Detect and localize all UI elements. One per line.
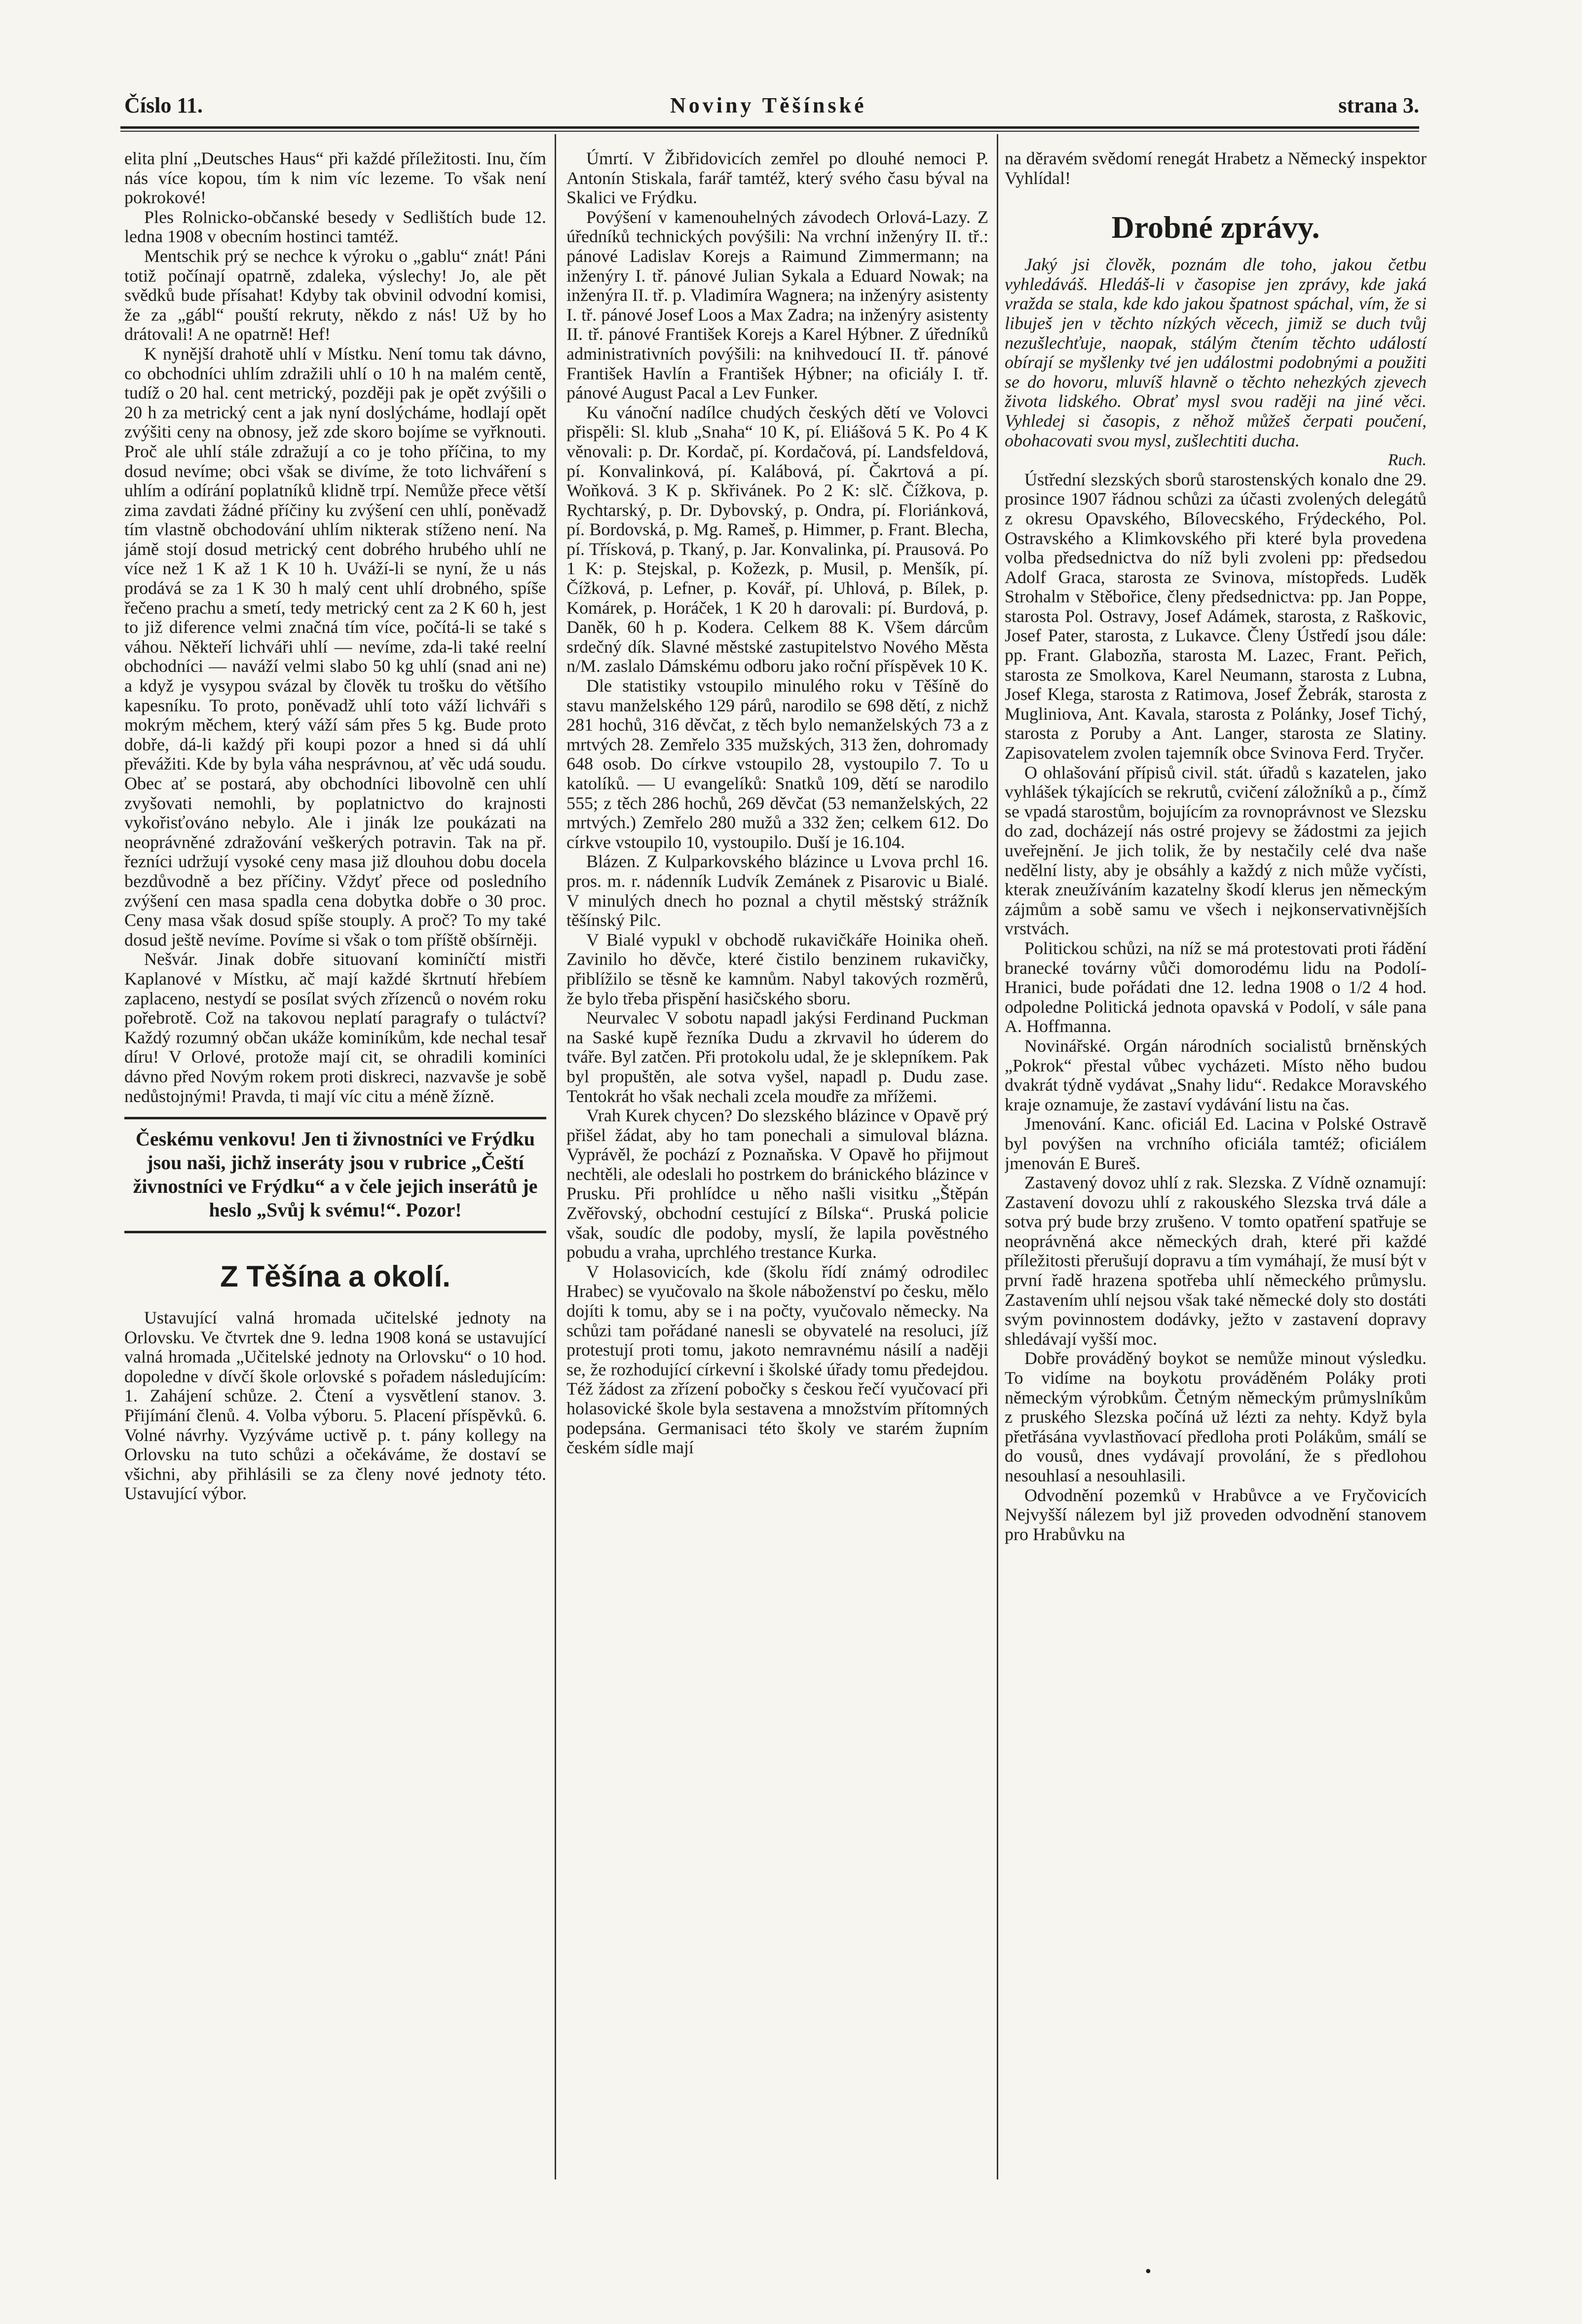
article-paragraph: Dobře prováděný boykot se nemůže minout výsledku. To vidíme na boykotu prováděném Poláky proti německým výrobkům. Četným německým průmyslníkům z pruského Slezska počíná už lézti za nehty. Když byla přetřásána vyvlastňovací předloha proti Polákům, smálí se do vousů, dnes vydávají provolání, že s předlohou nesouhlasí a nesouhlasili.	[1005, 1348, 1427, 1485]
article-paragraph: Ústřední slezských sborů starostenských konalo dne 29. prosince 1907 řádnou schůzi za účasti zvolených delegátů z okresu Opavského, Bílovecského, Frýdeckého, Pol. Ostravského a Klimkovského při které byla provedena volba předsednictva do níž byli zvoleni pp: předsedou Adolf Graca, starosta ze Svinova, místopředs. Luděk Strohalm v Stěbořice, členy předsednictva: pp. Jan Poppe, starosta Pol. Ostravy, Josef Adámek, starosta, z Raškovic, Josef Pater, starosta, z Lukavce. Členy Ústředí jsou dále: pp. Frant. Glabozňa, starosta M. Lazec, Frant. Peřich, starosta ze Smolkova, Karel Neumann, starosta z Lubna, Josef Klega, starosta z Ratimova, Josef Žebrák, starosta z Mugliniova, Ant. Kavala, starosta z Polánky, Josef Tichý, starosta z Poruby a Ant. Langer, starosta ze Slatiny. Zapisovatelem zvolen tajemník obce Svinova Ferd. Tryčer.	[1005, 469, 1427, 763]
article-paragraph: elita plní „Deutsches Haus“ při každé příležitosti. Inu, čím nás více kopou, tím k nim víc lezeme. To však není pokrokové!	[124, 149, 546, 208]
column-divider	[997, 134, 998, 2179]
page-number: strana 3.	[1338, 93, 1419, 117]
article-paragraph: V Holasovicích, kde (školu řídí známý odrodilec Hrabec) se vyučovalo na škole náboženství po česku, mělo dojíti k tomu, aby se i na počty, vyučovalo německy. Na schůzi tam pořádané nanesli se obyvatelé na resoluci, jíž protestují proti tomu, jakoto nemravnému násilí a naději se, že rozhodující církevní i školské úřady tomu předejdou. Též žádost za zřízení pobočky s českou řečí vyučovací při holasovické škole byla sestavena a množstvím přítomných podepsána. Germanisaci této školy ve starém župním českém sídle mají	[566, 1261, 988, 1458]
article-paragraph: Novinářské. Orgán národních socialistů brněnských „Pokrok“ přestal vůbec vycházeti. Místo něho budou dvakrát týdně vydávat „Snahy lidu“. Redakce Moravského kraje oznamuje, že zastaví vydávání listu na čas.	[1005, 1035, 1427, 1114]
article-paragraph: V Bialé vypukl v obchodě rukavičkáře Hoinika oheň. Zavinilo ho děvče, které čistilo benzinem rukavičky, přiblížilo se těsně ke kamnům. Nabyl takových rozměrů, že bylo třeba přispění hasičského sboru.	[566, 929, 988, 1008]
article-paragraph: Mentschik prý se nechce k výroku o „gablu“ znát! Páni totiž počínají opatrně, zdaleka, výslechy! Jo, ale pět svědků bude přísahat! Kdyby tak obvinil odvodní komisi, že za „gábl“ pouští rekruty, někdo z nás! Už by ho drátovali! A ne opatrně! Hef!	[124, 246, 546, 344]
article-paragraph: Jmenování. Kanc. oficiál Ed. Lacina v Polské Ostravě byl povýšen na vrchního oficiála tamtéž; oficiálem jmenován E Bureš.	[1005, 1114, 1427, 1173]
column-right	[1005, 149, 1427, 2181]
article-paragraph: Ustavující valná hromada učitelské jednoty na Orlovsku. Ve čtvrtek dne 9. ledna 1908 koná se ustavující valná hromada „Učitelské jednoty na Orlovsku“ o 10 hod. dopoledne v dívčí škole orlovské s pořadem následujícím: 1. Zahájení schůze. 2. Čtení a vysvětlení stanov. 3. Přijímání členů. 4. Volba výboru. 5. Placení příspěvků. 6. Volné návrhy. Vyzýváme uctivě p. t. pány kollegy na Orlovsku na tuto schůzi a očekáváme, že dostaví se všichni, aby přihlásili se za členy nové jednoty této. Ustavující výbor.	[124, 1308, 546, 1504]
article-paragraph: Odvodnění pozemků v Hrabůvce a ve Fryčovicích Nejvyšší nálezem byl již proveden odvodnění stanovem pro Hrabůvku na	[1005, 1485, 1427, 1544]
article-paragraph: Povýšení v kamenouhelných závodech Orlová-Lazy. Z úředníků technických povýšili: Na vrchní inženýry II. tř.: pánové Ladislav Korejs a Raimund Zimmermann; na inženýry I. tř. pánové Julian Sykala a Eduard Nowak; na inženýra II. tř. p. Vladimíra Wagnera; na inženýry asistenty I. tř. pánové Josef Loos a Max Zadra; na inženýry asistenty II. tř. pánové František Korejs a Karel Hýbner. Z úředníků administrativních povýšili: na knihvedoucí II. tř. pánové František Havlín a František Hýbner; na oficiály I. tř. pánové August Pacal a Lev Funker.	[566, 207, 988, 403]
column-middle	[566, 149, 988, 2181]
article-paragraph: Úmrtí. V Žibřidovicích zemřel po dlouhé nemoci P. Antonín Stiskala, farář tamtéž, který svého času býval na Skalici ve Frýdku.	[566, 149, 988, 208]
article-paragraph: Politickou schůzi, na níž se má protestovati proti řádění branecké továrny vůči domorodému lidu na Podolí-Hranici, bude pořádati dne 12. ledna 1908 o 1/2 4 hod. odpoledne Politická jednota opavská v Podolí, v sále pana A. Hoffmanna.	[1005, 938, 1427, 1036]
header-rule-thin	[120, 131, 1419, 132]
article-paragraph: Vrah Kurek chycen? Do slezského blázince v Opavě prý přišel žádat, aby ho tam ponechali a simuloval blázna. Vyprávěl, že pochází z Poznaňska. V Opavě ho přijmout nechtěli, ale odeslali ho postrkem do bránického blázince v Prusku. Při prohlídce u něho našli visitku „Štěpán Zvěřovský, obchodní cestující z Bílska“. Pruská policie však, soudíc dle podoby, myslí, že lapila pověstného pobudu a vraha, uprchlého trestance Kurka.	[566, 1106, 988, 1262]
section-title: Z Těšína a okolí.	[220, 1260, 451, 1293]
masthead-title: Noviny Těšínské	[670, 93, 867, 117]
notice-box: Českému venkovu! Jen ti živnostníci ve Frýdku jsou naši, jichž inseráty jsou v rubrice „Čeští živnostníci ve Frýdku“ a v čele jejich inserátů je heslo „Svůj k svému!“. Pozor!	[124, 1117, 546, 1233]
column-left	[124, 149, 546, 2181]
article-paragraph: Dle statistiky vstoupilo minulého roku v Těšíně do stavu manželského 129 párů, narodilo se 698 dětí, z nichž 281 hochů, 316 děvčat, z těch bylo nemanželských 73 a z mrtvých 28. Zemřelo 335 mužských, 313 žen, dohromady 648 osob. Do církve vstoupilo 28, vystoupilo 7. To u katolíků. — U evangelíků: Snatků 109, dětí se narodilo 555; z těch 286 hochů, 269 děvčat (53 nemanželských, 22 mrtvých.) Zemřelo 280 mužů a 332 žen; celkem 612. Do církve vstoupilo 10, vystoupilo. Duší je 16.104.	[566, 676, 988, 852]
article-paragraph: Ples Rolnicko-občanské besedy v Sedlištích bude 12. ledna 1908 v obecním hostinci tamtéž.	[124, 207, 546, 247]
issue-number: Číslo 11.	[124, 93, 203, 117]
print-mark: •	[1144, 2263, 1153, 2281]
article-paragraph: O ohlašování přípisů civil. stát. úřadů s kazatelen, jako vyhlášek týkajících se rekrutů, cvičení záložníků a p., čímž se vpadá starostům, bojujícím za rovnoprávnost ve Slezsku do zad, docházejí nás ostré projevy se žádostmi za jejich uveřejnění. Je jich tolik, že by nestačily celé dva naše nedělní listy, aby je obsáhly a každý z nich může vyčísti, kterak zneužíváním kazatelny škodí klerus jen německým zájmům a sobě samu ve všech i nejkonservativnějších vrstvách.	[1005, 762, 1427, 939]
article-paragraph: Zastavený dovoz uhlí z rak. Slezska. Z Vídně oznamují: Zastavení dovozu uhlí z rakouského Slezska trvá dále a sotva prý bude brzy zrušeno. V tomto opatření spatřuje se neoprávněná akce německých drah, které při každé příležitosti přerušují dopravu a tím vymáhají, že musí být v první řadě hrazena spotřeba uhlí německého průmyslu. Zastavením uhlí nejsou však také německé doly sto dostáti svým povinnostem dodávky, ježto v zastavení dopravy shledávají vyšší moc.	[1005, 1173, 1427, 1349]
header-rule	[120, 126, 1419, 129]
article-paragraph: K nynější drahotě uhlí v Místku. Není tomu tak dávno, co obchodníci uhlím zdražili uhlí o 10 h na malém centě, tudíž o 20 hal. cent metrický, později pak je opět zvýšili o 20 h za metrický cent a jak nyní doslýcháme, hodlají opět zvýšiti ceny na obnosy, jež zde skoro bojíme se vyřknouti. Proč ale uhlí stále zdražují a co je toho příčina, to my dosud nevíme; obci však se divíme, že toto lichváření s uhlím a odírání poplatníků klidně trpí. Nemůže přece větší zima zavdati žádné příčiny ku zvýšení cen uhlí, poněvadž tím vlastně obchodování uhlím nikterak stíženo není. Na jámě stojí dosud metrický cent dobrého hrubého uhlí ne více než 1 K až 1 K 10 h. Uváží-li se nyní, že u nás prodává se za 1 K 30 h malý cent uhlí drobného, spíše řečeno prachu a smetí, tedy metrický cent za 2 K 60 h, jest to již diference velmi značná tím více, počítá-li se také s váhou. Někteří lichváři uhlí — nevíme, zda-li také reelní obchodníci — naváží velmi slabo 50 kg uhlí (snad ani ne) a když je vysypou svázal by člověk tu trošku do většího kapesníku. To proto, poněvadž uhlí toto váží lichváři s mokrým měchem, který váží sám přes 5 kg. Bude proto dobře, dá-li každý při koupi pozor a hned si dá uhlí převážiti. Kde by byla váha nesprávnou, ať věc udá soudu. Obec ať se postará, aby obchodníci libovolně cen uhlí zvyšovati nemohli, by poplatnictvo do krajnosti vykořisťováno nebylo. Ale i jinák lze poukázati na neoprávněné zdražování veškerých potravin. Tak na př. řezníci udržují vysoké ceny masa již dlouhou dobu docela bezdůvodně a bez příčiny. Vždyť přece od posledního zvýšení cen masa spadla cena dobytka dobře o 30 proc. Ceny masa však dosud spíše stouply. A proč? To my také dosud ještě nevíme. Povíme si však o tom příště obšírněji.	[124, 343, 546, 950]
motto-signature: Ruch.	[1388, 451, 1427, 470]
section-title: Drobné zprávy.	[1111, 210, 1320, 245]
column-divider	[555, 134, 556, 2179]
article-paragraph: Nešvár. Jinak dobře situovaní kominíčtí mistři Kaplanové v Místku, ač mají každé škrtnutí hřebíem zaplaceno, nestydí se posílat svých zřízenců o novém roku pořebrotě. Což na takovou neplatí paragrafy o tuláctví? Každý rozumný občan ukáže kominíkům, kde nechal tesař díru! V Orlové, protože mají cit, se ohradili kominíci dávno před Novým rokem proti diskreci, nazvavše je sobě nedůstojnými! Pravda, ti mají víc citu a méně žízně.	[124, 949, 546, 1106]
article-paragraph: Ku vánoční nadílce chudých českých dětí ve Volovci přispěli: Sl. klub „Snaha“ 10 K, pí. Eliášová 5 K. Po 4 K věnovali: p. Dr. Kordač, pí. Kordačová, pí. Landsfeldová, pí. Konvalinková, pí. Kalábová, pí. Čakrtová a pí. Woňková. 3 K p. Skřivánek. Po 2 K: slč. Čížkova, p. Rychtarský, p. Dr. Dybovský, p. Ondra, pí. Floriánková, pí. Bordovská, p. Mg. Rameš, p. Himmer, p. Frant. Blecha, pí. Třísková, p. Tkaný, p. Jar. Konvalinka, pí. Prausová. Po 1 K: p. Stejskal, p. Kožezk, p. Musil, p. Menšík, pí. Čížková, p. Lefner, p. Kovář, pí. Uhlová, p. Bílek, p. Komárek, p. Horáček, 1 K 20 h darovali: pí. Burdová, p. Daněk, 60 h p. Kodera. Celkem 88 K. Všem dárcům srdečný dík. Slavné městské zastupitelstvo Nového Města n/M. zaslalo Dámskému odboru jako roční příspěvek 10 K.	[566, 402, 988, 676]
article-paragraph: Blázen. Z Kulparkovského blázince u Lvova prchl 16. pros. m. r. nádenník Ludvík Zemánek z Pisarovic u Bialé. V minulých dnech ho poznal a chytil městský strážník těšínský Pilc.	[566, 851, 988, 930]
motto-text: Jaký jsi člověk, poznám dle toho, jakou četbu vyhledáváš. Hledáš-li v časopise jen zprávy, kde jaká vražda se stala, kde kdo jakou špatnost spáchal, vím, že si libuješ jen v těchto nízkých věcech, jimiž se duch tvůj nezušlechťuje, naopak, stálým čtením těchto událostí obírají se myšlenky tvé jen událostmi podobnými a použiti se do hovoru, mluvíš hlavně o těchto nehezkých zjevech života lidského. Obrať mysl svou raději na jiné věci. Vyhledej si časopis, z něhož můžeš čerpati poučení, obohacovati svou mysl, zušlechtiti ducha.	[1005, 255, 1427, 450]
article-paragraph: Neurvalec V sobotu napadl jakýsi Ferdinand Puckman na Saské kupě řezníka Dudu a zkrvavil ho úderem do tváře. Byl zatčen. Při protokolu udal, že je sklepníkem. Pak byl propuštěn, ale sotva vyšel, napadl p. Dudu zase. Tentokrát ho však nechali zcela moudře za mřížemi.	[566, 1008, 988, 1106]
article-paragraph: na děravém svědomí renegát Hrabetz a Německý inspektor Vyhlídal!	[1005, 149, 1427, 188]
